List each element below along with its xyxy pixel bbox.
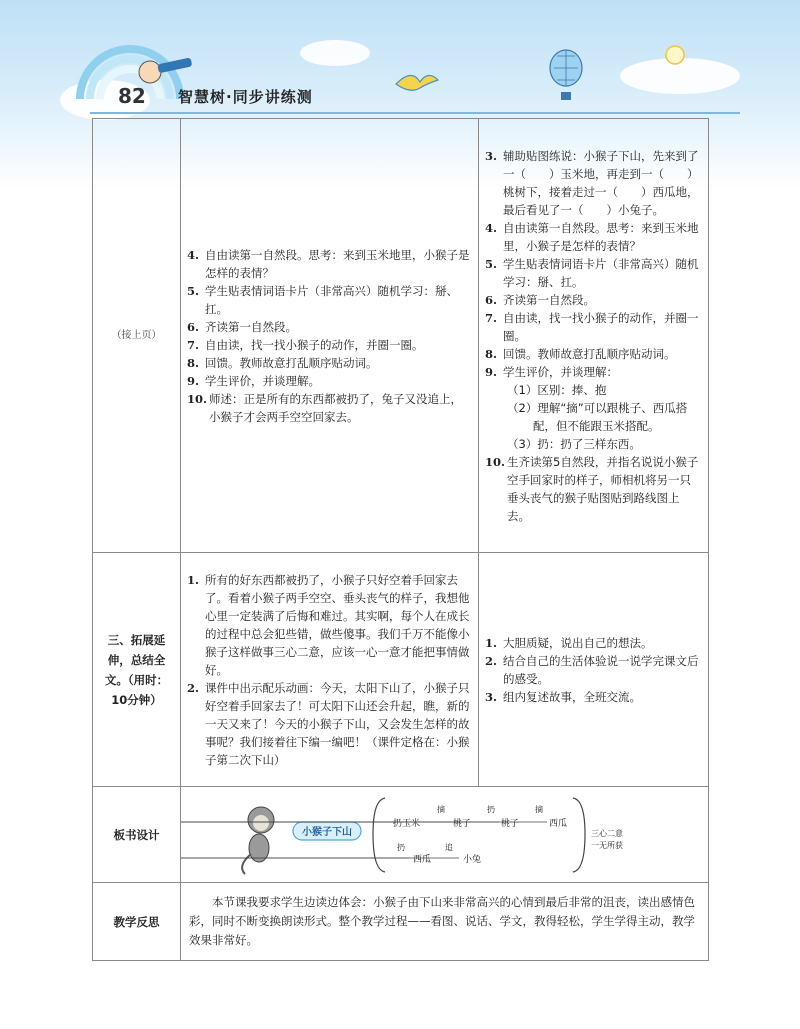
list-item: 5. 学生贴表情词语卡片（非常高兴）随机学习：掰、扛。: [187, 283, 458, 316]
list-item: 8. 回馈。教师故意打乱顺序贴动词。: [485, 346, 676, 361]
list-item: 6. 齐读第一自然段。: [485, 292, 595, 307]
student-activity-cell: [479, 119, 709, 553]
hot-air-balloon-icon: [546, 48, 586, 104]
cloud-decoration: [300, 40, 370, 66]
bird-icon: [392, 68, 442, 96]
list-item: 8. 回馈。教师故意打乱顺序贴动词。: [187, 355, 378, 370]
sub-item: （2）理解“摘”可以跟桃子、西瓜搭 配，但不能跟玉米搭配。: [507, 400, 688, 433]
list-item: 9. 学生评价，并谈理解： （1）区别：捧、抱 （2）理解“摘”可以跟桃子、西瓜搭 配，但不能跟玉米搭配。 （3）扔：扔了三样东西。: [485, 363, 702, 453]
teacher-activity-cell: [181, 553, 479, 787]
sun-icon: [660, 40, 690, 70]
list-item: 3. 辅助贴图练说：小猴子下山，先来到了一（ ）玉米地，再走到一（ ）桃树下，接着走过一（ ）西瓜地，最后看见了一（ ）小兔子。: [485, 148, 699, 217]
left-brace: [373, 798, 385, 872]
board-verb: 扔: [487, 804, 495, 814]
book-title: 智慧树·同步讲练测: [178, 88, 313, 106]
table-row: [93, 787, 709, 883]
board-diagram: [181, 792, 707, 878]
board-word: 桃子: [453, 818, 472, 829]
board-word: 桃子: [501, 818, 520, 829]
sub-item: （3）扔：扔了三样东西。: [507, 436, 641, 451]
monkey-icon: [242, 807, 274, 874]
list-item: 1. 大胆质疑，说出自己的想法。: [485, 635, 653, 650]
table-row: [93, 553, 709, 787]
student-step-list: [479, 143, 708, 529]
board-design-cell: [181, 787, 709, 883]
page-number: 82: [118, 84, 146, 108]
list-item: 7. 自由读，找一找小猴子的动作，并圈一圈。: [485, 310, 699, 343]
list-item: 3. 组内复述故事，全班交流。: [485, 689, 641, 704]
table-row: [93, 119, 709, 553]
row-label-board: 板书设计: [93, 787, 181, 883]
row-label-extend: 三、拓展延伸，总结全文。（用时：10分钟）: [93, 553, 181, 787]
list-item: 7. 自由读，找一找小猴子的动作，并圈一圈。: [187, 337, 424, 352]
board-verb: 追: [445, 842, 453, 852]
list-item: 5. 学生贴表情词语卡片（非常高兴）随机学习：掰、扛。: [485, 256, 699, 289]
right-brace: [573, 798, 585, 872]
board-word: 西瓜: [413, 854, 432, 865]
board-result: 三心二意: [591, 828, 623, 838]
teacher-step-list: [181, 242, 478, 430]
board-word: 小兔: [463, 854, 482, 865]
list-item: 4. 自由读第一自然段。思考：来到玉米地里，小猴子是怎样的表情？: [187, 247, 470, 280]
list-item: 4. 自由读第一自然段。思考：来到玉米地里，小猴子是怎样的表情？: [485, 220, 699, 253]
board-word: 西瓜: [549, 818, 568, 829]
list-item: 6. 齐读第一自然段。: [187, 319, 297, 334]
reflection-cell: [181, 883, 709, 961]
teacher-step-list: [181, 567, 478, 773]
student-activity-cell: [479, 553, 709, 787]
board-verb: 扔: [397, 842, 405, 852]
list-item: 10. 生齐读第5自然段，并指名说说小猴子空手回家时的样子，师相机将另一只垂头丧气的猴子贴图贴到路线图上去。: [485, 454, 699, 523]
teacher-activity-cell: [181, 119, 479, 553]
row-label-continued: （接上页）: [93, 119, 181, 553]
sub-item: （1）区别：捧、抱: [507, 382, 607, 397]
row-label-reflection: 教学反思: [93, 883, 181, 961]
table-row: [93, 883, 709, 961]
list-item: 2. 结合自己的生活体验说一说学完课文后的感受。: [485, 653, 699, 686]
board-verb: 摘: [535, 804, 543, 814]
list-item: 9. 学生评价，并谈理解。: [187, 373, 320, 388]
board-result: 一无所获: [591, 840, 623, 850]
list-item: 1. 所有的好东西都被扔了，小猴子只好空着手回家去了。看着小猴子两手空空、垂头丧气的样子，我想他心里一定装满了后悔和难过。其实啊，每个人在成长的过程中总会犯些错，做些傻事。我们千万不能像小猴子这样做事三心二意，应该一心一意才能把事情做好。: [187, 572, 470, 677]
list-item: 2. 课件中出示配乐动画：今天，太阳下山了，小猴子只好空着手回家去了！可太阳下山还会升起，瞧，新的一天又来了！今天的小猴子下山，又会发生怎样的故事呢？我们接着往下编一编吧！（课件定格在：小猴子第二次下山）: [187, 680, 470, 767]
header-rule: [90, 112, 740, 114]
board-title: 小猴子下山: [302, 826, 352, 838]
lesson-plan-table: [92, 118, 709, 961]
student-step-list: [479, 630, 708, 710]
reflection-text: 本节课我要求学生边读边体会：小猴子由下山来非常高兴的心情到最后非常的沮丧，读出感情色彩，同时不断变换朗读形式。整个教学过程——看图、说话、学文，教得轻松，学生学得主动，教学效果非常好。: [189, 895, 695, 947]
board-word: 扔玉米: [393, 818, 421, 829]
list-item: 10. 师述：正是所有的东西都被扔了，兔子又没追上，小猴子才会两手空空回家去。: [187, 391, 462, 424]
board-verb: 摘: [437, 804, 445, 814]
